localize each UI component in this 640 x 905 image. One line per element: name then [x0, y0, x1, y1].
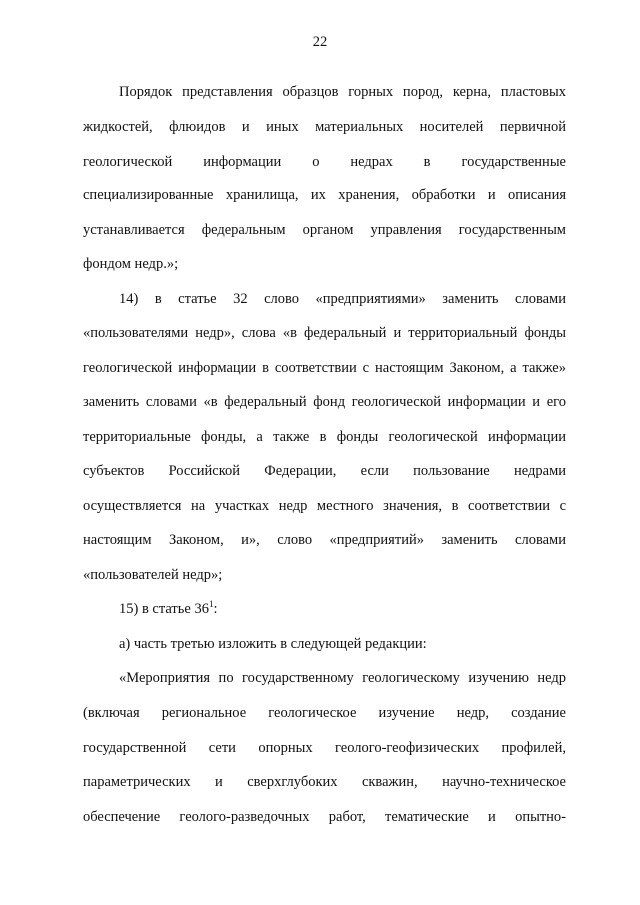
text-line: «пользователей недр»; [83, 567, 223, 583]
text-line: территориальные фонды, а также в фонды геологической информации [83, 429, 566, 445]
text-line: Порядок представления образцов горных пород, керна, пластовых [119, 84, 566, 100]
text-line: «Мероприятия по государственному геологическому изучению недр [119, 670, 566, 686]
text-line: осуществляется на участках недр местного значения, в соответствии с [83, 498, 566, 514]
article-heading-suffix: : [213, 601, 218, 617]
text-line: (включая региональное геологическое изучение недр, создание [83, 705, 566, 721]
text-line: «пользователями недр», слова «в федеральный и территориальный фонды [83, 325, 566, 341]
text-line: субъектов Российской Федерации, если пользование недрами [83, 463, 566, 479]
text-line: специализированные хранилища, их хранения, обработки и описания [83, 187, 566, 203]
article-heading [119, 599, 566, 619]
text-line: заменить словами «в федеральный фонд геологической информации и его [83, 394, 566, 410]
article-heading-text: 15) в статье 36 [119, 601, 209, 617]
text-line: устанавливается федеральным органом управления государственным [83, 222, 566, 238]
text-line: параметрических и сверхглубоких скважин, научно-техническое [83, 774, 566, 790]
article-superscript: 1 [208, 599, 214, 610]
text-line: настоящим Законом, и», слово «предприятий» заменить словами [83, 532, 566, 548]
text-line: 14) в статье 32 слово «предприятиями» заменить словами [119, 291, 566, 307]
text-line: жидкостей, флюидов и иных материальных носителей первичной [83, 119, 566, 135]
page-number: 22 [312, 34, 328, 50]
text-line: фондом недр.»; [83, 256, 179, 272]
text-line: а) часть третью изложить в следующей редакции: [119, 636, 427, 652]
text-line: обеспечение геолого-разведочных работ, тематические и опытно- [83, 809, 566, 825]
text-line: геологической информации о недрах в государственные [83, 154, 566, 170]
text-line: геологической информации в соответствии с настоящим Законом, а также» [83, 360, 566, 376]
text-line: государственной сети опорных геолого-геофизических профилей, [83, 740, 566, 756]
